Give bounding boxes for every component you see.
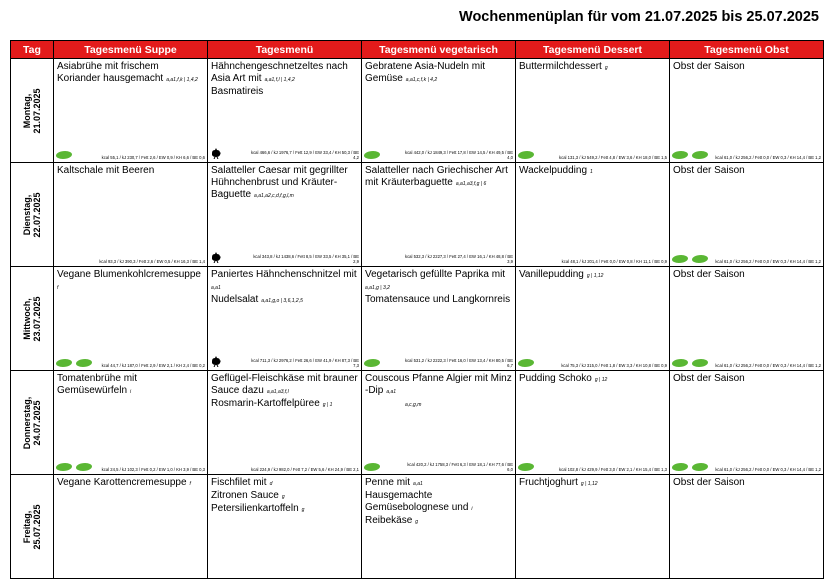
allergen-code: a,a1,c,f,k | 4,2 (405, 77, 438, 83)
dish-name: Obst der Saison (673, 61, 745, 72)
dish-side: Zitronen Sauce (211, 490, 279, 501)
dish-side: Basmatireis (211, 86, 264, 97)
day-name: Donnerstag, (22, 396, 32, 449)
dish-name: Penne mit (365, 477, 411, 488)
dish-name: Asiabrühe mit frischem Koriander hausgemacht (57, 61, 164, 84)
nutrition-info: kcal 420,2 / kJ 1758,3 / Fett 6,3 / EW 18,1 / KH 77,6 / BE 6,0 (407, 462, 513, 472)
nutrition-info: kcal 343,8 / kJ 1438,6 / Fett 8,5 / EW 33,5 / KH 35,1 / BE 2,9 (253, 254, 359, 264)
day-date: 24.07.2025 (32, 399, 42, 446)
page-title: Wochenmenüplan für vom 21.07.2025 bis 25.07.2025 (459, 9, 819, 25)
day-row-tuesday (11, 163, 824, 267)
allergen-code: d (269, 481, 273, 487)
suppe-cell (54, 267, 208, 371)
vegan-icon (56, 359, 72, 367)
vegan-icon (672, 463, 688, 471)
nutrition-info: kcal 131,3 / kJ 549,2 / Fett 4,8 / EW 3,6 / KH 18,0 / BE 1,5 (559, 155, 667, 160)
dish-name: Fruchtjoghurt (519, 477, 578, 488)
vegetarian-icon (76, 463, 92, 471)
nutrition-info: kcal 24,5 / kJ 102,3 / Fett 0,2 / EW 1,0 / KH 3,9 / BE 0,3 (101, 467, 205, 472)
vegetarisch-cell (362, 475, 516, 579)
allergen-code: a,a1,a3,f,g | 6 (455, 181, 487, 187)
dish-name: Hähnchengeschnetzeltes nach Asia Art mit (211, 61, 348, 84)
day-cell (11, 475, 54, 579)
header-obst: Tagesmenü Obst (670, 41, 824, 59)
allergen-code: g | 1,12 (580, 481, 598, 487)
allergen-code: a,a1,g,o | 3,6,1,2,5 (261, 298, 303, 304)
allergen-code: a,a1,f,k | 1,4,2 (166, 77, 198, 83)
dish-name: Buttermilchdessert (519, 61, 602, 72)
dish-name: Obst der Saison (673, 373, 745, 384)
vegetarisch-cell (362, 59, 516, 163)
day-name: Mittwoch, (22, 297, 32, 340)
vegan-icon (364, 463, 380, 471)
allergen-code: a,a1,a3,f,l (266, 389, 289, 395)
dish-name: Obst der Saison (673, 477, 745, 488)
nutrition-info: kcal 531,2 / kJ 2222,3 / Fett 16,0 / EW 13,4 / KH 80,5 / BE 6,7 (404, 358, 513, 368)
chicken-icon (210, 251, 222, 263)
allergen-code: a,a1 (413, 481, 423, 487)
suppe-cell (54, 163, 208, 267)
menu-cell (208, 267, 362, 371)
chicken-icon (210, 147, 222, 159)
chicken-icon (210, 355, 222, 367)
suppe-cell (54, 59, 208, 163)
dish-name: Tomatenbrühe mit Gemüsewürfeln (57, 373, 138, 396)
dish-name: Paniertes Hähnchenschnitzel mit (211, 269, 357, 280)
nutrition-info: kcal 224,9 / kJ 982,0 / Fett 7,2 / EW 5,6 / KH 24,9 / BE 2,1 (251, 467, 359, 472)
suppe-cell (54, 371, 208, 475)
menu-cell (208, 59, 362, 163)
nutrition-info: kcal 442,0 / kJ 1849,3 / Fett 17,8 / EW 14,5 / KH 49,5 / BE 4,0 (404, 150, 513, 160)
vegan-icon (672, 151, 688, 159)
menu-cell (208, 371, 362, 475)
allergen-code: g (604, 65, 608, 71)
day-cell (11, 59, 54, 163)
nutrition-info: kcal 61,0 / kJ 256,2 / Fett 0,0 / EW 0,3 / KH 14,4 / BE 1,2 (715, 467, 821, 472)
dish-side: Nudelsalat (211, 294, 259, 305)
day-cell (11, 371, 54, 475)
dessert-cell (516, 59, 670, 163)
menu-cell (208, 475, 362, 579)
allergen-code: g | 1,12 (586, 273, 604, 279)
allergen-code: g (415, 519, 419, 525)
allergen-code: a,c,g,m (405, 402, 422, 408)
vegan-icon (518, 359, 534, 367)
vegetarian-icon (692, 463, 708, 471)
vegetarisch-cell (362, 267, 516, 371)
dish-name: Vegane Karottencremesuppe (57, 477, 187, 488)
vegan-icon (56, 151, 72, 159)
vegetarisch-cell (362, 371, 516, 475)
day-date: 21.07.2025 (32, 87, 42, 134)
obst-cell (670, 371, 824, 475)
vegan-icon (518, 463, 534, 471)
vegan-icon (364, 151, 380, 159)
header-vegetarisch: Tagesmenü vegetarisch (362, 41, 516, 59)
allergen-code: a,a1,f,l | 1,4,2 (264, 77, 295, 83)
dish-name: Obst der Saison (673, 165, 745, 176)
day-name: Montag, (22, 93, 32, 128)
vegan-icon (672, 255, 688, 263)
header-tag: Tag (11, 41, 54, 59)
dessert-cell (516, 163, 670, 267)
header-suppe: Tagesmenü Suppe (54, 41, 208, 59)
day-row-thursday (11, 371, 824, 475)
day-date: 25.07.2025 (32, 503, 42, 550)
nutrition-info: kcal 532,3 / kJ 2227,3 / Fett 27,4 / EW 16,1 / KH 48,8 / BE 3,9 (404, 254, 513, 264)
dish-side: Hausgemachte Gemüsebolognese und (365, 490, 469, 513)
dish-name: Wackelpudding (519, 165, 588, 176)
day-cell (11, 163, 54, 267)
allergen-code: a,a1 (386, 389, 397, 395)
day-name: Dienstag, (22, 194, 32, 235)
dish-side: Rosmarin-Kartoffelpüree (211, 398, 320, 409)
day-row-friday (11, 475, 824, 579)
day-date: 23.07.2025 (32, 295, 42, 342)
nutrition-info: kcal 93,3 / kJ 390,3 / Fett 2,6 / EW 0,5 / KH 16,3 / BE 1,4 (99, 259, 205, 264)
allergen-code: a,a1,g | 3,2 (365, 285, 390, 291)
obst-cell (670, 163, 824, 267)
day-row-wednesday (11, 267, 824, 371)
allergen-code: a,a1,a2,c,d,f,g,l,m (254, 193, 294, 199)
dessert-cell (516, 267, 670, 371)
dish-side: Petersilienkartoffeln (211, 503, 299, 514)
header-menu: Tagesmenü (208, 41, 362, 59)
dish-name: Couscous Pfanne Algier mit Minz -Dip (365, 373, 512, 396)
allergen-code: f (57, 285, 59, 291)
dish-name: Kaltschale mit Beeren (57, 165, 155, 176)
dish-name: Pudding Schoko (519, 373, 592, 384)
allergen-code: g (281, 494, 285, 500)
vegetarian-icon (692, 151, 708, 159)
header-dessert: Tagesmenü Dessert (516, 41, 670, 59)
allergen-code: i (130, 389, 132, 395)
day-row-monday (11, 59, 824, 163)
dish-side: Tomatensauce und Langkornreis (365, 294, 511, 305)
allergen-code: f (189, 481, 191, 487)
menu-cell (208, 163, 362, 267)
nutrition-info: kcal 61,0 / kJ 256,2 / Fett 0,0 / EW 0,3 / KH 14,4 / BE 1,2 (715, 155, 821, 160)
dish-name: Fischfilet mit (211, 477, 267, 488)
dish-side: Reibekäse (365, 515, 413, 526)
vegetarian-icon (692, 359, 708, 367)
dessert-cell (516, 371, 670, 475)
nutrition-info: kcal 55,1 / kJ 230,7 / Fett 2,6 / EW 0,9 / KH 6,6 / BE 0,6 (101, 155, 205, 160)
nutrition-info: kcal 102,8 / kJ 429,9 / Fett 3,0 / EW 2,1 / KH 15,4 / BE 1,3 (559, 467, 667, 472)
day-name: Freitag, (22, 510, 32, 543)
dish-name: Salatteller nach Griechischer Art mit Kräuterbaguette (365, 165, 508, 188)
day-cell (11, 267, 54, 371)
vegetarisch-cell (362, 163, 516, 267)
suppe-cell (54, 475, 208, 579)
nutrition-info: kcal 711,3 / kJ 2976,2 / Fett 26,6 / EW 41,9 / KH 87,3 / BE 7,3 (251, 358, 359, 368)
vegan-icon (672, 359, 688, 367)
vegan-icon (518, 151, 534, 159)
vegetarian-icon (692, 255, 708, 263)
dish-name: Geflügel-Fleischkäse mit brauner Sauce dazu (211, 373, 358, 396)
allergen-code: g (301, 507, 305, 513)
nutrition-info: kcal 61,0 / kJ 256,2 / Fett 0,0 / EW 0,3 / KH 14,4 / BE 1,2 (715, 259, 821, 264)
dish-name: Salatteller Caesar mit gegrillter Hühnchenbrust und Kräuter-Baguette (211, 165, 348, 200)
vegan-icon (56, 463, 72, 471)
obst-cell (670, 59, 824, 163)
obst-cell (670, 475, 824, 579)
allergen-code: g | 12 (594, 377, 608, 383)
dish-name: Vegane Blumenkohlcremesuppe (57, 269, 201, 280)
nutrition-info: kcal 466,6 / kJ 1976,7 / Fett 12,9 / EW 33,4 / KH 50,3 / BE 4,2 (250, 150, 359, 160)
allergen-code: g | 1 (322, 402, 333, 408)
obst-cell (670, 267, 824, 371)
allergen-code: 1 (590, 169, 593, 175)
nutrition-info: kcal 61,0 / kJ 256,2 / Fett 0,0 / EW 0,3 / KH 14,4 / BE 1,2 (715, 363, 821, 368)
nutrition-info: kcal 44,7 / kJ 187,0 / Fett 2,9 / EW 2,1 / KH 2,4 / BE 0,2 (101, 363, 205, 368)
nutrition-info: kcal 75,3 / kJ 315,0 / Fett 1,8 / EW 3,3 / KH 10,8 / BE 0,9 (561, 363, 667, 368)
dish-name: Obst der Saison (673, 269, 745, 280)
menu-table (10, 40, 824, 579)
dessert-cell (516, 475, 670, 579)
dish-name: Vegetarisch gefüllte Paprika mit (365, 269, 506, 280)
allergen-code: i (471, 506, 473, 512)
vegan-icon (364, 359, 380, 367)
vegetarian-icon (76, 359, 92, 367)
day-date: 22.07.2025 (32, 191, 42, 238)
nutrition-info: kcal 48,1 / kJ 201,4 / Fett 0,0 / EW 0,8 / KH 11,1 / BE 0,9 (561, 259, 667, 264)
dish-name: Vanillepudding (519, 269, 584, 280)
header-row (11, 41, 824, 59)
allergen-code: a,a1 (211, 285, 221, 291)
dish-name: Gebratene Asia-Nudeln mit Gemüse (365, 61, 486, 84)
